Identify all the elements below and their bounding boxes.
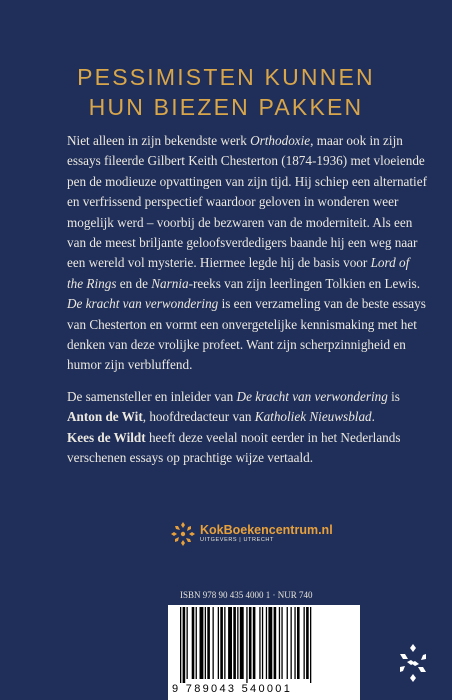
- editor-name: Anton de Wit: [67, 409, 143, 425]
- headline-line-2: HUN BIEZEN PAKKEN: [88, 94, 364, 120]
- barcode-bar: [213, 607, 214, 679]
- blurb-text: en de: [116, 275, 152, 291]
- credits-text: heeft deze veelal nooit eerder in het Nederlands verschenen essays op prachtige wijze vertaald.: [67, 429, 401, 466]
- publisher-name: KokBoekencentrum.nl: [200, 523, 333, 537]
- blurb-paragraph-2: [67, 294, 427, 376]
- barcode-bar: [187, 607, 188, 679]
- blurb-text: is een verzameling van de beste essays van Chesterton en vormt een onvergetelijke kennismaking met het denken van deze vrolijke profeet. Want zijn scherpzinnigheid en humor zijn verbluffend.: [67, 296, 426, 373]
- credits-text: , hoofdredacteur van: [142, 409, 255, 425]
- barcode-bar: [262, 607, 263, 679]
- barcode-bar: [207, 607, 210, 679]
- barcode-bar: [196, 607, 197, 679]
- book-title-orthodoxie: Orthodoxie: [250, 133, 311, 148]
- barcode-bar: [249, 607, 252, 679]
- book-title: De kracht van verwondering: [67, 296, 219, 312]
- barcode-bar: [310, 607, 311, 683]
- barcode-bar: [205, 607, 206, 679]
- barcode-bars: [176, 607, 352, 685]
- blurb-text: Niet alleen in zijn bekendste werk: [67, 133, 251, 148]
- barcode-bar: [220, 607, 223, 679]
- barcode-bar: [266, 607, 267, 679]
- barcode-bar: [304, 607, 305, 679]
- book-title: De kracht van verwondering: [236, 389, 388, 404]
- barcode-bar: [294, 607, 295, 679]
- book-title-lotr: Lord of the Rings: [67, 255, 410, 291]
- blurb: [67, 131, 427, 376]
- publisher-logo: [170, 520, 333, 548]
- barcode-bar: [281, 607, 282, 679]
- barcode-bar: [279, 607, 280, 679]
- barcode-bar: [192, 607, 195, 679]
- blurb-paragraph-1: [67, 131, 427, 294]
- barcode-bar: [228, 607, 232, 679]
- barcode-bar: [200, 607, 204, 679]
- barcode-bar: [183, 607, 186, 683]
- kok-publisher-mark-icon: [170, 521, 196, 547]
- barcode-bar: [274, 607, 277, 679]
- barcode-bar: [291, 607, 292, 679]
- translator-name: Kees de Wildt: [67, 429, 146, 445]
- credits-paragraph: [67, 387, 427, 469]
- barcode-bar: [259, 607, 260, 679]
- credits: [67, 387, 427, 469]
- credits-text: .: [371, 409, 375, 425]
- book-title-narnia: Narnia: [151, 275, 189, 291]
- barcode-digits: 9 789043 540001: [172, 683, 293, 695]
- barcode-bar: [268, 607, 272, 679]
- barcode-bar: [253, 607, 256, 679]
- kok-corner-mark-icon: [395, 642, 431, 689]
- credits-text: De samensteller en inleider van: [67, 389, 237, 404]
- barcode-bar: [240, 607, 244, 679]
- isbn-nur: ISBN 978 90 435 4000 1 · NUR 740: [180, 590, 313, 600]
- barcode-bar: [306, 607, 309, 679]
- publisher-text: [200, 524, 333, 544]
- barcode-bar: [297, 607, 300, 679]
- barcode-bar: [180, 607, 181, 683]
- back-cover-headline: [0, 62, 452, 122]
- credits-text: is: [387, 389, 400, 404]
- newspaper-name: Katholiek Nieuwsblad: [254, 409, 372, 425]
- barcode-bar: [237, 607, 238, 679]
- barcode-bar: [218, 607, 219, 679]
- barcode-bar: [224, 607, 225, 679]
- barcode-bar: [233, 607, 236, 679]
- blurb-text: -reeks van zijn leerlingen Tolkien en Lewis.: [188, 275, 420, 291]
- barcode: [168, 605, 360, 700]
- publisher-subtitle: UITGEVERS | UTRECHT: [200, 537, 274, 543]
- barcode-bar: [287, 607, 288, 679]
- barcode-bar: [246, 607, 247, 683]
- headline-line-1: PESSIMISTEN KUNNEN: [77, 64, 375, 90]
- blurb-text: , maar ook in zijn essays fileerde Gilbert Keith Chesterton (1874-1936) met vloeiende pen de modieuze opvattingen van zijn tijd. Hij schiep een alternatief en verfrissend perspectief waardoor geloven in wonderen weer mogelijk werd – voorbij de bezwaren van de moderniteit. Als een van de meest briljante geloofsverdedigers baande hij een weg naar een wereld vol mysterie. Hiermee legde hij de basis voor: [67, 133, 427, 271]
